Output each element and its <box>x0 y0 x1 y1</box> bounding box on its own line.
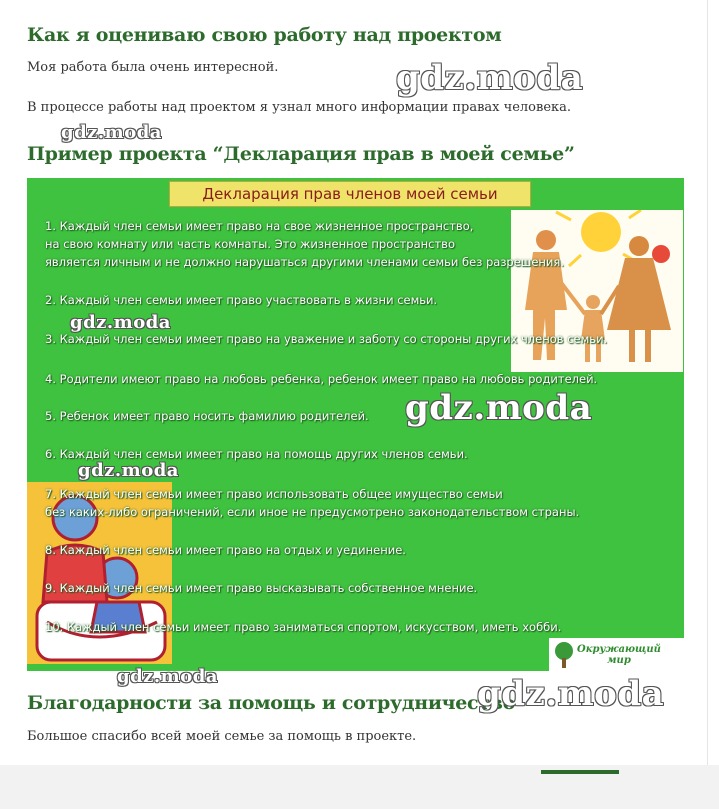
okruzhayushchiy-mir-logo <box>549 638 684 671</box>
poster-rule-1 <box>45 217 564 271</box>
rule-line: 3. Каждый член семьи имеет право на уважение и заботу со стороны других членов семьи. <box>45 332 608 346</box>
evaluation-text-1: Моя работа была очень интересной. <box>27 60 279 75</box>
heading-thanks: Благодарности за помощь и сотрудничество <box>27 692 516 714</box>
rule-line: 1. Каждый член семьи имеет право на свое жизненное пространство, <box>45 219 474 233</box>
poster-rule-8 <box>45 541 406 559</box>
watermark: gdz.moda <box>405 388 593 428</box>
poster-rule-5 <box>45 407 369 425</box>
poster-rule-2 <box>45 291 437 309</box>
logo-text <box>577 644 661 666</box>
poster-rule-4 <box>45 370 597 388</box>
heading-example: Пример проекта “Декларация прав в моей семье” <box>27 143 575 165</box>
rule-line: 6. Каждый член семьи имеет право на помощь других членов семьи. <box>45 447 468 461</box>
watermark: gdz.moda <box>70 312 171 333</box>
rule-line: является личным и не должно нарушаться другими членами семьи без разрешения. <box>45 255 564 269</box>
logo-line-2: мир <box>607 655 631 666</box>
poster-title: Декларация прав членов моей семьи <box>202 185 498 203</box>
rule-line: 9. Каждый член семьи имеет право высказывать собственное мнение. <box>45 581 478 595</box>
watermark: gdz.moda <box>117 666 218 687</box>
page-edge <box>707 0 708 765</box>
rule-line: 8. Каждый член семьи имеет право на отдых и уединение. <box>45 543 406 557</box>
thanks-text: Большое спасибо всей моей семье за помощь в проекте. <box>27 729 417 744</box>
rule-line: 5. Ребенок имеет право носить фамилию родителей. <box>45 409 369 423</box>
rule-line: без каких-либо ограничений, если иное не предусмотрено законодательством страны. <box>45 505 580 519</box>
rule-line: 2. Каждый член семьи имеет право участвовать в жизни семьи. <box>45 293 438 307</box>
tree-icon <box>553 641 575 669</box>
watermark: gdz.moda <box>396 58 584 98</box>
poster-rule-9 <box>45 579 477 597</box>
poster-title-banner <box>169 181 531 207</box>
rule-line: 4. Родители имеют право на любовь ребенка, ребенок имеет право на любовь родителей. <box>45 372 598 386</box>
watermark: gdz.moda <box>78 460 179 481</box>
rule-line: 10. Каждый член семьи имеет право заниматься спортом, искусством, иметь хобби. <box>45 620 562 634</box>
poster-rule-10 <box>45 618 561 636</box>
rule-line: 7. Каждый член семьи имеет право использовать общее имущество семьи <box>45 487 503 501</box>
evaluation-text-2: В процессе работы над проектом я узнал много информации правах человека. <box>27 100 572 115</box>
watermark: gdz.moda <box>61 122 162 143</box>
heading-evaluation: Как я оцениваю свою работу над проектом <box>27 24 502 46</box>
rule-line: на свою комнату или часть комнаты. Это жизненное пространство <box>45 237 455 251</box>
poster-rule-7 <box>45 485 579 521</box>
logo-line-1: Окружающий <box>577 644 661 655</box>
footer-accent <box>541 770 619 774</box>
watermark: gdz.moda <box>477 674 665 714</box>
